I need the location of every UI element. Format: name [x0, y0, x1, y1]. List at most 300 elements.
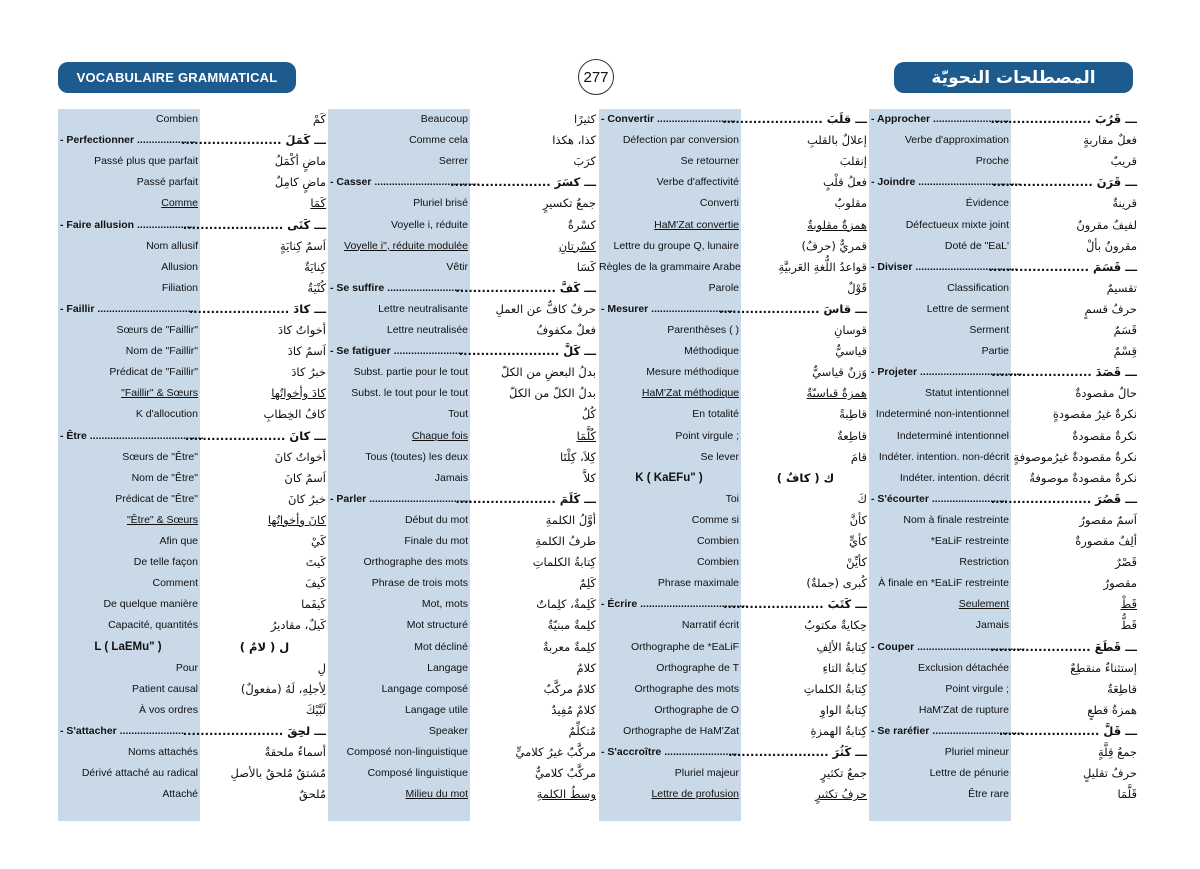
- french-term: Règles de la grammaire Arabe: [599, 260, 741, 273]
- french-term: Proche: [975, 155, 1009, 168]
- root-heading-row: [328, 278, 598, 299]
- french-term: Se retourner: [680, 155, 739, 168]
- arabic-term: بدلُ البعضِ من الكلّ: [500, 365, 596, 380]
- french-term: Lettre de serment: [926, 302, 1009, 315]
- arabic-term: قريبٌ: [1110, 154, 1137, 169]
- arabic-term: كَيتَ: [305, 555, 326, 570]
- arabic-term: إنقلبَ: [839, 154, 867, 169]
- arabic-term: أخواتُ كادَ: [277, 323, 326, 337]
- glossary-entry: [599, 426, 869, 447]
- french-term: Mot structuré: [406, 619, 468, 632]
- arabic-term: مركَّبٌ كلاميٌّ: [534, 766, 596, 781]
- arabic-term: أوَّلُ الكلمةِ: [545, 512, 596, 527]
- root-heading-row: [869, 489, 1139, 510]
- glossary-entry: [599, 447, 869, 468]
- arabic-term: كلامٌ: [576, 660, 596, 675]
- french-term: Nom de "Être": [131, 471, 198, 484]
- french-term: - Se fatiguer ........................: [330, 345, 464, 358]
- glossary-entry: [58, 193, 328, 214]
- arabic-term: قاطِعةٌ: [837, 428, 867, 443]
- french-term: Capacité, quantités: [108, 619, 198, 632]
- french-term: Restriction: [959, 556, 1009, 569]
- arabic-term: قَصْرٌ: [1115, 555, 1137, 570]
- french-term: - Diviser ...................................: [871, 260, 1018, 273]
- french-term: Speaker: [428, 724, 468, 737]
- french-term: À finale en *EaLiF restreinte: [878, 577, 1009, 590]
- glossary-entry: [869, 658, 1139, 679]
- arabic-term: فعلٌ مقاربةٍ: [1083, 133, 1137, 148]
- glossary-column: [869, 109, 1139, 821]
- french-term: Lettre neutralisée: [386, 324, 468, 336]
- french-term: De telle façon: [133, 556, 198, 569]
- french-term: Pour: [175, 661, 198, 674]
- letter-heading-row: [58, 637, 328, 658]
- glossary-entry: [599, 510, 869, 531]
- arabic-term: تقسيمٌ: [1106, 280, 1137, 295]
- french-term: - Parler ...................................: [330, 492, 472, 505]
- french-term: - Se raréfier ...............................: [871, 724, 1023, 737]
- glossary-entry: [869, 320, 1139, 341]
- french-term: De quelque manière: [103, 598, 198, 611]
- french-term: Doté de "EaL': [944, 239, 1009, 252]
- arabic-term: قواعدُ اللُّغةِ العَربيَّةِ: [778, 259, 867, 274]
- french-term: HaM'Zat méthodique: [641, 387, 739, 400]
- arabic-term: قامَ: [850, 449, 867, 464]
- french-term: Attaché: [162, 788, 198, 801]
- french-term: Partie: [981, 345, 1009, 358]
- root-heading-row: [58, 426, 328, 447]
- arabic-term: ماضٍ أكْمَلُ: [274, 154, 326, 169]
- french-term: Phrase maximale: [657, 577, 739, 590]
- arabic-term: كَلِمٌ: [579, 576, 596, 591]
- arabic-term: قَطْ: [1120, 597, 1137, 612]
- arabic-term: اَسمٌ مقصورٌ: [1079, 512, 1137, 527]
- arabic-term: مقلوبٌ: [834, 196, 867, 211]
- french-term: Lettre du groupe Q, lunaire: [613, 239, 739, 252]
- glossary-entry: [599, 341, 869, 362]
- arabic-term: كافُ الخِطابِ: [263, 407, 326, 422]
- arabic-term: حالٌ مقصودةٌ: [1075, 386, 1137, 401]
- glossary-entry: [599, 257, 869, 278]
- glossary-entry: [58, 573, 328, 594]
- glossary-entry: [328, 700, 598, 721]
- root-heading-row: [599, 742, 869, 763]
- french-term: HaM'Zat de rupture: [918, 703, 1009, 716]
- glossary-entry: [869, 130, 1139, 151]
- arabic-term: ـــ لحِقَ .......................: [182, 723, 326, 738]
- glossary-entry: [328, 510, 598, 531]
- french-term: Parole: [708, 281, 739, 294]
- root-heading-row: [58, 215, 328, 236]
- glossary-entry: [599, 679, 869, 700]
- root-heading-row: [58, 299, 328, 320]
- glossary-column: [328, 109, 598, 821]
- glossary-entry: [58, 404, 328, 425]
- arabic-term: إستثناءٌ منقطِعٌ: [1070, 660, 1137, 675]
- glossary-entry: [58, 383, 328, 404]
- arabic-term: كأنَّ: [849, 512, 867, 527]
- french-term: Langage composé: [381, 682, 468, 695]
- glossary-entry: [869, 236, 1139, 257]
- arabic-term: ـــ قَطَعَ .......................: [990, 639, 1137, 654]
- glossary-entry: [58, 615, 328, 636]
- arabic-term: قَسَمٌ: [1113, 323, 1137, 337]
- glossary-entry: [599, 193, 869, 214]
- arabic-term: ـــ قَلَّ .......................: [998, 723, 1137, 738]
- french-term: - S'accroître .........................: [601, 746, 738, 758]
- root-heading-row: [328, 172, 598, 193]
- arabic-term: حرفُ تكثيرٍ: [815, 787, 867, 802]
- glossary-entry: [328, 784, 598, 805]
- glossary-entry: [328, 721, 598, 742]
- glossary-entry: [599, 404, 869, 425]
- french-term: Orthographe de *EaLiF: [631, 640, 739, 653]
- glossary-entry: [869, 426, 1139, 447]
- french-term: Orthographe de T: [656, 661, 739, 674]
- french-term: Langage utile: [404, 703, 468, 716]
- page-header-right: [894, 62, 1133, 93]
- french-term: Comme: [161, 197, 198, 210]
- glossary-entry: [869, 573, 1139, 594]
- glossary-entry: [599, 362, 869, 383]
- section-title-arabic: المصطلحات النحويّة: [931, 67, 1096, 88]
- french-term: Subst. partie pour le tout: [353, 366, 468, 379]
- glossary-entry: [58, 257, 328, 278]
- arabic-term: كِتابةُ الهمزةِ: [810, 723, 867, 738]
- french-term: Combien: [155, 113, 198, 125]
- arabic-term: لَبَّيْكَ: [305, 702, 326, 717]
- arabic-term: كأيِّنْ: [846, 555, 867, 570]
- french-term: Lettre neutralisante: [378, 302, 468, 315]
- glossary-entry: [599, 784, 869, 805]
- glossary-entry: [869, 615, 1139, 636]
- french-term: Comment: [152, 577, 198, 590]
- glossary-entry: [869, 193, 1139, 214]
- french-term: Être rare: [968, 788, 1009, 801]
- arabic-term: ـــ كَلَمَ .......................: [455, 491, 596, 506]
- glossary-entry: [599, 721, 869, 742]
- french-term: Prédicat de "Faillir": [109, 366, 198, 379]
- arabic-term: كسْرةٌ: [567, 217, 596, 232]
- glossary-entry: [328, 257, 598, 278]
- french-term: Allusion: [161, 260, 198, 273]
- arabic-term: كِتابةُ الواوِ: [820, 702, 867, 717]
- glossary-entry: [869, 447, 1139, 468]
- french-term: Subst. le tout pour le tout: [351, 387, 468, 400]
- arabic-term: قوسانِ: [833, 323, 867, 337]
- glossary-entry: [869, 341, 1139, 362]
- french-term: Seulement: [958, 598, 1009, 611]
- french-term: Composé non-linguistique: [346, 746, 468, 758]
- arabic-term: حرفُ قسمٍ: [1084, 301, 1137, 316]
- arabic-term: ماضٍ كامِلٌ: [274, 175, 326, 190]
- arabic-term: كذا، هكذا: [552, 133, 596, 148]
- glossary-entry: [58, 236, 328, 257]
- arabic-term: كلامٌ مركَّبٌ: [543, 681, 596, 696]
- glossary-entry: [58, 278, 328, 299]
- arabic-term: كثيرًا: [574, 112, 596, 126]
- french-term: - Faire allusion ....................: [60, 218, 196, 231]
- arabic-term: ـــ كسَرَ .......................: [450, 175, 596, 190]
- glossary-entry: [869, 404, 1139, 425]
- arabic-term: ـــ قَصُرَ .......................: [990, 491, 1137, 506]
- glossary-entry: [58, 594, 328, 615]
- glossary-entry: [58, 320, 328, 341]
- french-term: Filiation: [161, 281, 198, 294]
- french-term: Nom à finale restreinte: [903, 513, 1009, 526]
- french-term: Statut intentionnel: [924, 387, 1009, 400]
- arabic-term: اَسمُ كانَ: [284, 470, 326, 485]
- glossary-entry: [599, 531, 869, 552]
- arabic-term: وَزنٌ قياسيٌّ: [812, 365, 867, 380]
- french-term: - Couper .....................................: [871, 640, 1026, 653]
- arabic-term: مُلحقٌ: [299, 787, 326, 802]
- french-term: Verbe d'approximation: [904, 134, 1009, 147]
- page-number: 277: [578, 59, 614, 95]
- french-term: Composé linguistique: [367, 767, 468, 780]
- glossary-entry: [58, 784, 328, 805]
- arabic-term: كِلاَ، كِلْتَا: [560, 449, 596, 464]
- french-term: "Être" & Sœurs: [126, 513, 198, 526]
- french-term: Orthographe des mots: [634, 682, 739, 695]
- arabic-term: ـــ كَنَى .......................: [182, 217, 326, 232]
- root-heading-row: [599, 594, 869, 615]
- french-term: Tous (toutes) les deux: [365, 450, 468, 463]
- root-heading-row: [599, 299, 869, 320]
- arabic-term: ـــ كَفَّ .......................: [455, 280, 596, 295]
- root-heading-row: [869, 172, 1139, 193]
- glossary-entry: [869, 679, 1139, 700]
- french-term: Patient causal: [132, 682, 198, 695]
- arabic-term: وسطُ الكلمةِ: [536, 787, 596, 802]
- french-term: Orthographe de O: [654, 703, 739, 716]
- french-term: Classification: [947, 281, 1009, 294]
- french-term: Mot décliné: [414, 640, 468, 653]
- french-term: Combien: [696, 556, 739, 569]
- glossary-entry: [599, 658, 869, 679]
- arabic-term: كلاَّ: [583, 470, 596, 485]
- arabic-term: جمعُ تكسيرٍ: [542, 196, 596, 211]
- glossary-entry: [869, 594, 1139, 615]
- glossary-entry: [58, 341, 328, 362]
- arabic-term: ـــ كانَ .......................: [184, 428, 326, 443]
- french-term: Lettre de profusion: [651, 788, 739, 801]
- glossary-entry: [599, 637, 869, 658]
- arabic-term: كلِمةٌ مبنيّةٌ: [547, 618, 596, 633]
- arabic-term: فعلٌ مكفوفٌ: [536, 323, 596, 337]
- arabic-term: كَسَا: [576, 259, 596, 274]
- arabic-term: كأيٍّ: [849, 534, 867, 548]
- french-term: Mot, mots: [421, 598, 468, 611]
- glossary-entry: [869, 510, 1139, 531]
- glossary-entry: [328, 679, 598, 700]
- glossary-entry: [599, 130, 869, 151]
- arabic-term: حرفُ تقليلٍ: [1082, 766, 1137, 781]
- glossary-entry: [328, 573, 598, 594]
- arabic-term: نكرةٌ مقصودةٌ: [1072, 428, 1137, 443]
- french-term: - Casser ....................................: [330, 176, 480, 189]
- glossary-entry: [599, 763, 869, 784]
- arabic-term: نكرةٌ غيرُ مقصودةٍ: [1052, 407, 1137, 422]
- french-term: - Mesurer .............................: [601, 302, 736, 315]
- root-heading-row: [328, 341, 598, 362]
- french-term: Indeterminé non-intentionnel: [875, 408, 1009, 421]
- arabic-term: كسْرتانِ: [558, 238, 596, 253]
- french-term: Verbe d'affectivité: [656, 176, 739, 189]
- arabic-term: ـــ قاسَ .......................: [719, 301, 867, 316]
- arabic-term: كِتابةُ الألِفِ: [816, 639, 867, 654]
- arabic-term: جمعُ تكثيرٍ: [820, 766, 867, 781]
- glossary-entry: [869, 299, 1139, 320]
- glossary-entry: [328, 658, 598, 679]
- root-heading-row: [599, 109, 869, 130]
- glossary-entry: [328, 130, 598, 151]
- french-term: L ( LaEMu" ): [94, 640, 162, 653]
- glossary-entry: [58, 151, 328, 172]
- glossary-entry: [58, 362, 328, 383]
- glossary-entry: [869, 215, 1139, 236]
- glossary-entry: [58, 700, 328, 721]
- french-term: Parenthèses ( ): [667, 324, 739, 336]
- arabic-term: قاطِبةً: [839, 407, 867, 422]
- arabic-term: قمريٌّ (حرفٌ): [801, 238, 867, 253]
- glossary-entry: [58, 531, 328, 552]
- french-term: K ( KaEFu" ): [635, 471, 703, 484]
- arabic-term: كِتابةُ التاءِ: [822, 660, 867, 675]
- glossary-entry: [869, 763, 1139, 784]
- french-term: Nom allusif: [146, 239, 198, 252]
- glossary-entry: [599, 615, 869, 636]
- arabic-term: قَوْلٌ: [847, 280, 867, 295]
- arabic-term: ـــ قَرَنَ .......................: [992, 175, 1137, 190]
- glossary-entry: [599, 573, 869, 594]
- french-term: Sœurs de "Faillir": [116, 324, 198, 336]
- french-term: - S'attacher ......................: [60, 724, 184, 737]
- arabic-term: كُنْيَةٌ: [307, 280, 326, 295]
- glossary-entry: [328, 552, 598, 573]
- french-term: Défection par conversion: [622, 134, 739, 147]
- arabic-term: مُتكلِّمٌ: [568, 723, 596, 738]
- glossary-entry: [869, 742, 1139, 763]
- glossary-entry: [599, 489, 869, 510]
- glossary-entry: [328, 236, 598, 257]
- arabic-term: أسماءٌ ملحقةٌ: [264, 745, 326, 759]
- glossary-entry: [869, 700, 1139, 721]
- glossary-entry: [58, 510, 328, 531]
- arabic-term: كلامٌ مُفِيدٌ: [551, 702, 596, 717]
- glossary-column: [58, 109, 328, 821]
- arabic-term: قياسيٌّ: [835, 344, 867, 359]
- arabic-term: ـــ كَلَّ .......................: [458, 344, 596, 359]
- french-term: - S'écourter ..........................: [871, 492, 1008, 505]
- arabic-term: جمعُ قِلَّةٍ: [1097, 745, 1137, 759]
- arabic-term: كلِمةٌ معربةٌ: [542, 639, 596, 654]
- french-term: Combien: [696, 535, 739, 547]
- french-term: - Être .......................................: [60, 429, 204, 442]
- arabic-term: لِ: [317, 660, 326, 675]
- french-term: - Perfectionner ....................: [60, 134, 196, 147]
- root-heading-row: [869, 257, 1139, 278]
- french-term: Noms attachés: [127, 746, 198, 758]
- glossary-entry: [328, 468, 598, 489]
- arabic-term: مُشتقٌ مُلحقٌ بالأصلِ: [230, 766, 326, 781]
- glossary-entry: [328, 404, 598, 425]
- root-heading-row: [869, 362, 1139, 383]
- glossary-entry: [599, 151, 869, 172]
- glossary-entry: [328, 215, 598, 236]
- french-term: Point virgule ;: [675, 429, 739, 442]
- glossary-entry: [328, 109, 598, 130]
- arabic-term: بدلُ الكلّ من الكلّ: [509, 386, 596, 401]
- arabic-term: ل ( لامٌ ): [239, 639, 290, 654]
- glossary-entry: [328, 742, 598, 763]
- glossary-entry: [328, 531, 598, 552]
- glossary-entry: [58, 447, 328, 468]
- arabic-term: قاطِعَةٌ: [1107, 681, 1137, 696]
- glossary-entry: [599, 215, 869, 236]
- arabic-term: إعلالٌ بالقلبِ: [806, 133, 867, 148]
- arabic-term: كَمْ: [312, 112, 326, 126]
- arabic-term: نكرةٌ مقصودةٌ غيرُموصوفةٍ: [1013, 449, 1137, 464]
- glossary-column: [599, 109, 869, 821]
- arabic-term: ـــ قلَبَ .......................: [722, 112, 867, 126]
- arabic-term: كُلٌ: [581, 407, 596, 422]
- arabic-term: قَطُّ: [1120, 618, 1137, 633]
- french-term: Toi: [725, 492, 739, 505]
- glossary-entry: [869, 784, 1139, 805]
- french-term: Pluriel majeur: [674, 767, 739, 780]
- glossary-entry: [328, 637, 598, 658]
- glossary-entry: [58, 679, 328, 700]
- french-term: - Convertir ...........................: [601, 113, 736, 125]
- arabic-term: كَيفَما: [301, 597, 326, 612]
- glossary-entry: [599, 700, 869, 721]
- arabic-term: كَيلٌ، مقاديرُ: [270, 618, 326, 633]
- glossary-entry: [869, 552, 1139, 573]
- root-heading-row: [869, 721, 1139, 742]
- arabic-term: همزةٌ مقلوبةٌ: [807, 217, 867, 232]
- french-term: Orthographe de HaM'Zat: [623, 724, 739, 737]
- french-term: Se lever: [700, 450, 739, 463]
- french-term: Milieu du mot: [405, 788, 468, 801]
- arabic-term: كانَ وأخواتُها: [267, 512, 326, 527]
- french-term: Défectueux mixte joint: [905, 218, 1009, 231]
- glossary-entry: [328, 299, 598, 320]
- french-term: Début du mot: [404, 513, 468, 526]
- french-term: Prédicat de "Être": [115, 492, 198, 505]
- french-term: "Faillir" & Sœurs: [121, 387, 198, 400]
- arabic-term: كادَ وأخواتُها: [271, 386, 326, 401]
- arabic-term: طرفُ الكلمةِ: [535, 534, 596, 548]
- glossary-entry: [599, 278, 869, 299]
- french-term: Finale du mot: [404, 535, 468, 547]
- french-term: Converti: [699, 197, 739, 210]
- arabic-term: حِكايةٌ مكتوبٌ: [804, 618, 867, 633]
- arabic-term: ـــ قَصَدَ .......................: [991, 365, 1137, 380]
- french-term: Langage: [427, 661, 468, 674]
- glossary-entry: [328, 615, 598, 636]
- arabic-term: كرَبَ: [573, 154, 596, 169]
- arabic-term: أخواتُ كانَ: [274, 449, 326, 464]
- section-title-french: VOCABULAIRE GRAMMATICAL: [76, 70, 278, 85]
- french-term: Comme cela: [409, 134, 468, 147]
- french-term: À vos ordres: [139, 703, 198, 716]
- french-term: Point virgule ;: [945, 682, 1009, 695]
- french-term: Chaque fois: [411, 429, 468, 442]
- french-term: Passé parfait: [136, 176, 198, 189]
- root-heading-row: [869, 109, 1139, 130]
- french-term: Afin que: [159, 535, 198, 547]
